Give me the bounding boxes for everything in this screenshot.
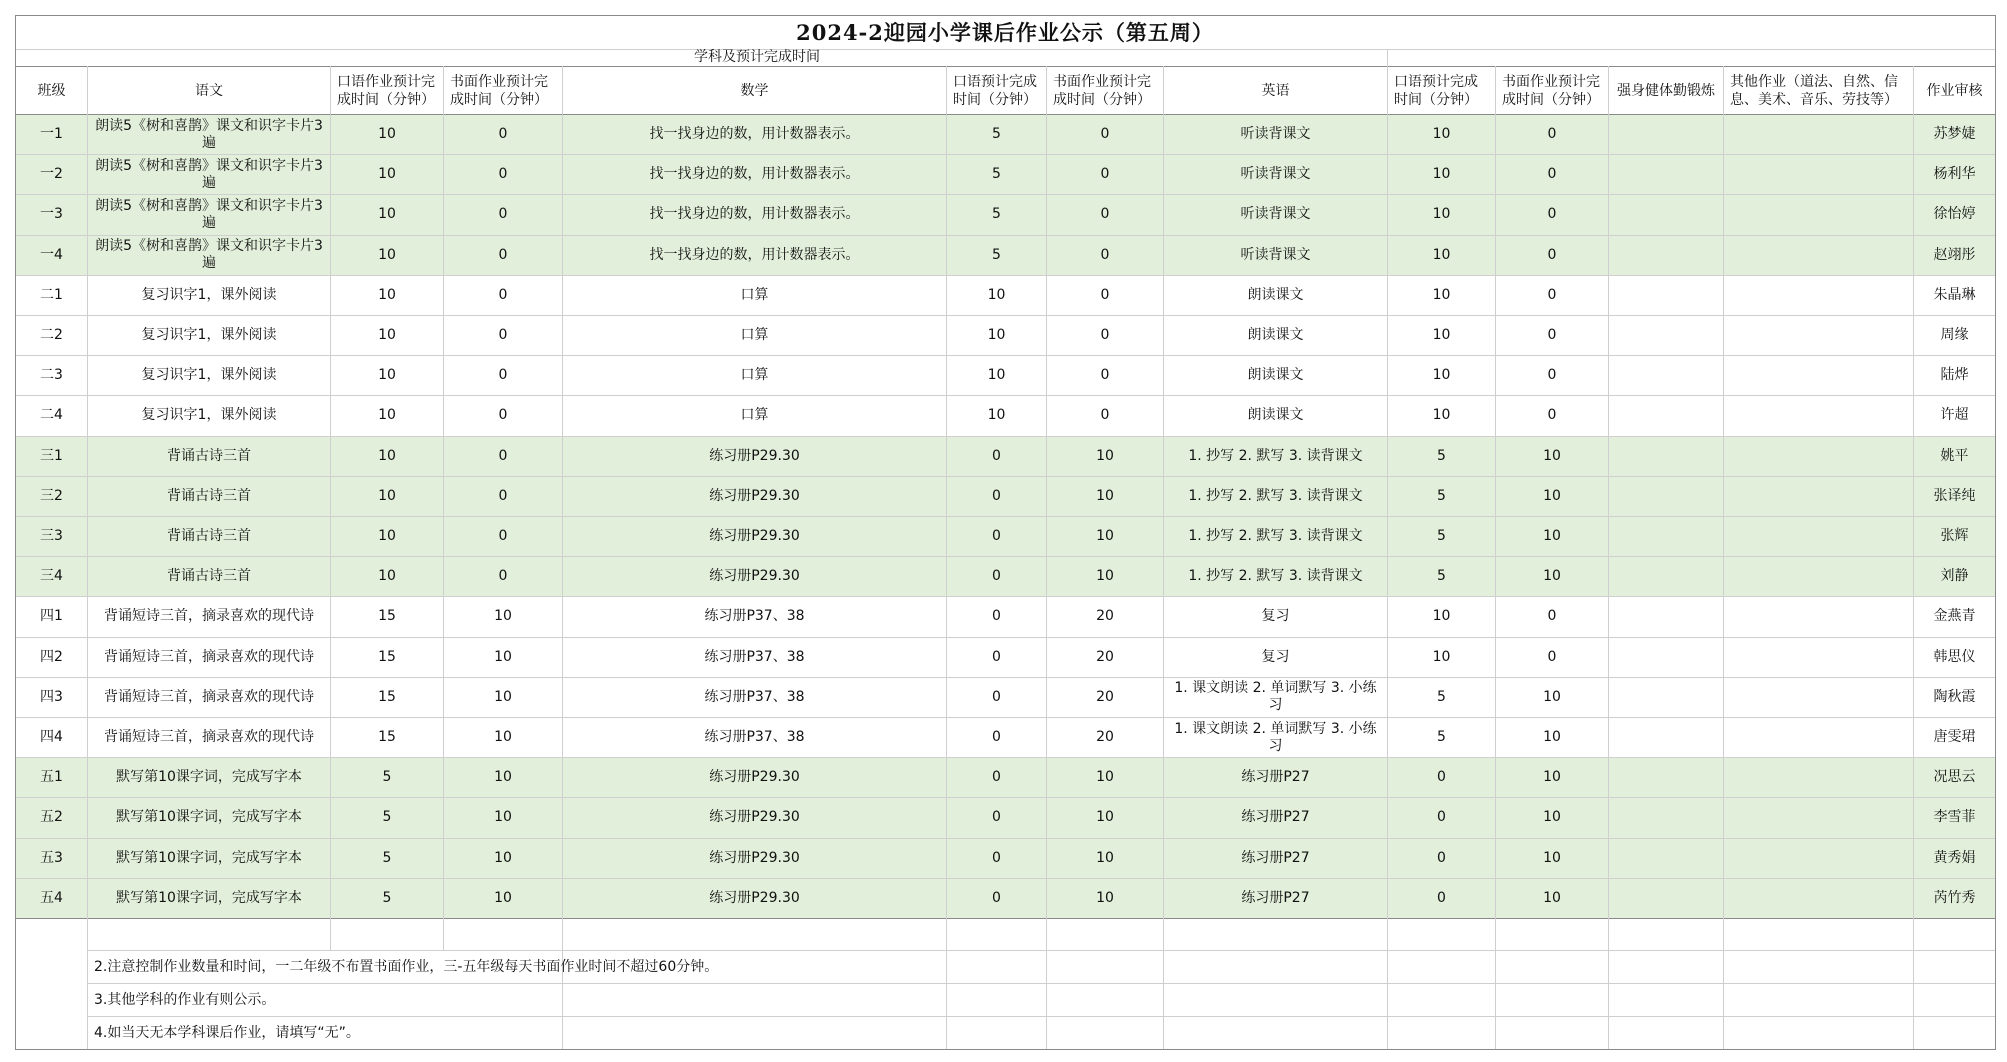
cell-chinese-written-min: 10 (494, 769, 512, 786)
cell-math-task: 练习册P29.30 (709, 809, 800, 826)
cell-reviewer: 李雪菲 (1933, 809, 1976, 826)
cell-reviewer: 杨利华 (1933, 166, 1976, 183)
cell-english-oral-min: 5 (1437, 729, 1446, 746)
cell-reviewer: 姚平 (1940, 447, 1969, 464)
cell-math-task: 练习册P29.30 (709, 849, 800, 866)
cell-math-task: 练习册P29.30 (709, 528, 800, 545)
cell-chinese-oral-min: 10 (378, 126, 396, 143)
cell-english-written-min: 0 (1547, 126, 1557, 143)
cell-other-homework (1724, 477, 1913, 516)
cell-exercise (1609, 396, 1723, 435)
cell-english-written-min: 10 (1543, 487, 1561, 504)
cell-math-written-min: 10 (1096, 849, 1114, 866)
cell-reviewer: 苏梦婕 (1933, 126, 1976, 143)
cell-math-written-min: 0 (1100, 327, 1110, 344)
cell-other-homework (1724, 839, 1913, 878)
cell-english-task: 朗读课文 (1247, 327, 1304, 344)
cell-math-oral-min: 0 (992, 608, 1001, 625)
cell-math-oral-min: 0 (992, 769, 1001, 786)
cell-chinese-oral-min: 15 (378, 729, 396, 746)
cell-chinese-oral-min: 10 (378, 528, 396, 545)
cell-english-written-min: 0 (1547, 327, 1557, 344)
cell-reviewer: 张译纯 (1933, 487, 1976, 504)
cell-english-task: 听读背课文 (1240, 246, 1311, 263)
cell-english-written-min: 10 (1543, 809, 1561, 826)
cell-exercise (1609, 798, 1723, 837)
cell-chinese-written-min: 0 (498, 166, 508, 183)
cell-other-homework (1724, 557, 1913, 596)
cell-reviewer: 韩思仪 (1933, 648, 1976, 665)
cell-chinese-written-min: 0 (498, 367, 508, 384)
cell-math-written-min: 10 (1096, 809, 1114, 826)
cell-english-oral-min: 0 (1437, 889, 1446, 906)
cell-math-oral-min: 0 (992, 729, 1001, 746)
cell-math-oral-min: 0 (992, 688, 1001, 705)
header-exercise: 强身健体勤锻炼 (1617, 82, 1715, 99)
cell-math-oral-min: 5 (992, 206, 1001, 223)
cell-english-written-min: 0 (1547, 206, 1557, 223)
cell-class: 二4 (40, 407, 63, 424)
cell-chinese-oral-min: 5 (382, 809, 392, 826)
cell-math-task: 练习册P37、38 (704, 688, 805, 705)
cell-chinese-oral-min: 15 (378, 608, 396, 625)
cell-math-oral-min: 0 (992, 849, 1001, 866)
cell-math-oral-min: 0 (992, 568, 1001, 585)
cell-math-written-min: 0 (1100, 407, 1110, 424)
cell-math-written-min: 10 (1096, 487, 1114, 504)
cell-reviewer: 赵翊彤 (1933, 246, 1976, 263)
cell-exercise (1609, 316, 1723, 355)
cell-math-task: 口算 (740, 286, 769, 303)
cell-chinese-written-min: 10 (494, 889, 512, 906)
cell-chinese-task: 朗读5《树和喜鹊》课文和识字卡片3遍 (95, 117, 323, 151)
cell-chinese-task: 复习识字1，课外阅读 (141, 367, 277, 384)
cell-chinese-written-min: 0 (498, 487, 508, 504)
cell-math-oral-min: 0 (992, 447, 1001, 464)
cell-class: 三2 (40, 487, 63, 504)
cell-chinese-written-min: 0 (498, 407, 508, 424)
cell-math-written-min: 0 (1100, 206, 1110, 223)
cell-english-oral-min: 10 (1432, 206, 1451, 223)
cell-english-oral-min: 0 (1437, 849, 1446, 866)
cell-exercise (1609, 557, 1723, 596)
cell-chinese-task: 默写第10课字词，完成写字本 (116, 849, 302, 866)
cell-math-oral-min: 10 (987, 407, 1006, 424)
cell-english-task: 练习册P27 (1241, 809, 1310, 826)
cell-english-written-min: 10 (1543, 568, 1561, 585)
cell-chinese-task: 背诵短诗三首，摘录喜欢的现代诗 (104, 648, 314, 665)
cell-reviewer: 陆烨 (1940, 367, 1969, 384)
header-reviewer: 作业审核 (1926, 82, 1983, 99)
cell-reviewer: 许超 (1940, 407, 1969, 424)
grid-hline (15, 1049, 1995, 1050)
cell-english-written-min: 0 (1547, 246, 1557, 263)
cell-class: 二1 (40, 286, 63, 303)
cell-english-task: 练习册P27 (1241, 769, 1310, 786)
cell-math-oral-min: 5 (992, 246, 1001, 263)
cell-reviewer: 况思云 (1933, 769, 1976, 786)
cell-other-homework (1724, 115, 1913, 154)
cell-chinese-written-min: 0 (498, 126, 508, 143)
cell-chinese-oral-min: 10 (378, 447, 396, 464)
cell-other-homework (1724, 597, 1913, 636)
cell-reviewer: 刘静 (1940, 568, 1969, 585)
cell-english-task: 1. 抄写 2. 默写 3. 读背课文 (1188, 487, 1363, 504)
cell-reviewer: 陶秋霞 (1933, 688, 1976, 705)
cell-class: 四2 (40, 648, 63, 665)
cell-chinese-task: 朗读5《树和喜鹊》课文和识字卡片3遍 (95, 238, 323, 272)
cell-reviewer: 芮竹秀 (1933, 889, 1976, 906)
cell-math-task: 练习册P29.30 (709, 447, 800, 464)
cell-chinese-task: 背诵古诗三首 (167, 528, 251, 545)
cell-other-homework (1724, 718, 1913, 757)
cell-math-written-min: 10 (1096, 769, 1114, 786)
cell-english-task: 练习册P27 (1241, 849, 1310, 866)
cell-math-task: 练习册P29.30 (709, 889, 800, 906)
cell-class: 一4 (40, 246, 63, 263)
cell-math-written-min: 0 (1100, 166, 1110, 183)
cell-chinese-oral-min: 10 (378, 487, 396, 504)
cell-other-homework (1724, 155, 1913, 194)
cell-math-oral-min: 0 (992, 809, 1001, 826)
grid-vline (1995, 15, 1996, 1050)
cell-reviewer: 金燕青 (1933, 608, 1976, 625)
cell-chinese-written-min: 0 (498, 528, 508, 545)
sheet-title: 2024-2迎园小学课后作业公示（第五周） (796, 19, 1214, 45)
cell-english-task: 1. 抄写 2. 默写 3. 读背课文 (1188, 568, 1363, 585)
cell-reviewer: 张辉 (1940, 528, 1969, 545)
cell-math-task: 口算 (740, 367, 769, 384)
cell-class: 五2 (40, 809, 63, 826)
cell-english-oral-min: 5 (1437, 568, 1446, 585)
cell-chinese-oral-min: 10 (378, 327, 396, 344)
cell-math-task: 练习册P29.30 (709, 769, 800, 786)
cell-math-task: 练习册P29.30 (709, 487, 800, 504)
cell-other-homework (1724, 517, 1913, 556)
cell-class: 一3 (40, 206, 63, 223)
cell-chinese-oral-min: 10 (378, 286, 396, 303)
cell-chinese-task: 背诵古诗三首 (167, 487, 251, 504)
grid-vline (1387, 950, 1388, 1049)
cell-chinese-oral-min: 10 (378, 206, 396, 223)
cell-english-oral-min: 10 (1432, 126, 1451, 143)
cell-class: 五4 (40, 889, 63, 906)
note-line: 3.其他学科的作业有则公示。 (94, 991, 276, 1008)
header-class: 班级 (37, 82, 66, 99)
cell-math-oral-min: 0 (992, 889, 1001, 906)
cell-math-oral-min: 10 (987, 327, 1006, 344)
cell-english-written-min: 10 (1543, 769, 1561, 786)
cell-chinese-oral-min: 10 (378, 568, 396, 585)
cell-chinese-oral-min: 5 (382, 849, 392, 866)
cell-chinese-written-min: 10 (494, 608, 512, 625)
cell-chinese-task: 默写第10课字词，完成写字本 (116, 809, 302, 826)
cell-math-written-min: 0 (1100, 367, 1110, 384)
cell-chinese-task: 背诵短诗三首，摘录喜欢的现代诗 (104, 688, 314, 705)
cell-other-homework (1724, 798, 1913, 837)
grid-vline (1608, 950, 1609, 1049)
cell-reviewer: 周缘 (1940, 327, 1969, 344)
cell-english-written-min: 10 (1543, 528, 1561, 545)
cell-chinese-task: 背诵古诗三首 (167, 447, 251, 464)
cell-chinese-task: 朗读5《树和喜鹊》课文和识字卡片3遍 (95, 157, 323, 191)
cell-english-oral-min: 5 (1437, 487, 1446, 504)
cell-class: 五3 (40, 849, 63, 866)
cell-english-task: 1. 抄写 2. 默写 3. 读背课文 (1188, 447, 1363, 464)
cell-other-homework (1724, 758, 1913, 797)
cell-other-homework (1724, 396, 1913, 435)
cell-math-written-min: 20 (1096, 608, 1114, 625)
cell-chinese-task: 朗读5《树和喜鹊》课文和识字卡片3遍 (95, 197, 323, 231)
cell-class: 三4 (40, 568, 63, 585)
header-math-written-min: 书面作业预计完成时间（分钟） (1053, 73, 1151, 108)
cell-other-homework (1724, 195, 1913, 234)
cell-english-oral-min: 0 (1437, 769, 1446, 786)
cell-english-written-min: 0 (1547, 166, 1557, 183)
cell-chinese-task: 默写第10课字词，完成写字本 (116, 889, 302, 906)
cell-chinese-written-min: 10 (494, 849, 512, 866)
cell-english-task: 听读背课文 (1240, 126, 1311, 143)
cell-exercise (1609, 879, 1723, 918)
cell-math-written-min: 20 (1096, 729, 1114, 746)
cell-exercise (1609, 638, 1723, 677)
cell-math-oral-min: 0 (992, 487, 1001, 504)
cell-reviewer: 徐怡婷 (1933, 206, 1976, 223)
cell-english-written-min: 10 (1543, 729, 1561, 746)
cell-english-oral-min: 10 (1432, 327, 1451, 344)
cell-exercise (1609, 718, 1723, 757)
cell-exercise (1609, 155, 1723, 194)
cell-english-written-min: 10 (1543, 889, 1561, 906)
cell-english-oral-min: 5 (1437, 528, 1446, 545)
cell-exercise (1609, 477, 1723, 516)
cell-exercise (1609, 195, 1723, 234)
cell-math-written-min: 20 (1096, 688, 1114, 705)
cell-english-written-min: 10 (1543, 849, 1561, 866)
cell-class: 四3 (40, 688, 63, 705)
grid-vline (1163, 950, 1164, 1049)
cell-math-written-min: 20 (1096, 648, 1114, 665)
cell-chinese-written-min: 0 (498, 246, 508, 263)
cell-chinese-oral-min: 10 (378, 367, 396, 384)
cell-chinese-oral-min: 10 (378, 166, 396, 183)
cell-reviewer: 黄秀娟 (1933, 849, 1976, 866)
header-chinese-written-min: 书面作业预计完成时间（分钟） (450, 73, 548, 108)
cell-math-task: 练习册P37、38 (704, 608, 805, 625)
grid-vline (1913, 950, 1914, 1049)
cell-math-written-min: 10 (1096, 447, 1114, 464)
cell-english-task: 朗读课文 (1247, 367, 1304, 384)
grid-vline (1387, 49, 1388, 66)
cell-chinese-written-min: 0 (498, 286, 508, 303)
cell-math-task: 练习册P29.30 (709, 568, 800, 585)
cell-english-task: 1. 课文朗读 2. 单词默写 3. 小练习 (1174, 680, 1377, 714)
cell-english-task: 朗读课文 (1247, 286, 1304, 303)
cell-math-written-min: 0 (1100, 126, 1110, 143)
cell-english-oral-min: 5 (1437, 688, 1446, 705)
cell-chinese-oral-min: 10 (378, 246, 396, 263)
header-english-written-min: 书面作业预计完成时间（分钟） (1502, 73, 1600, 108)
cell-exercise (1609, 437, 1723, 476)
cell-exercise (1609, 678, 1723, 717)
cell-class: 四1 (40, 608, 63, 625)
cell-class: 三3 (40, 528, 63, 545)
cell-class: 四4 (40, 729, 63, 746)
cell-other-homework (1724, 437, 1913, 476)
cell-other-homework (1724, 316, 1913, 355)
cell-math-oral-min: 10 (987, 286, 1006, 303)
cell-english-task: 听读背课文 (1240, 206, 1311, 223)
cell-math-task: 找一找身边的数，用计数器表示。 (649, 126, 860, 143)
cell-exercise (1609, 597, 1723, 636)
grid-hline (15, 918, 1995, 919)
cell-math-task: 练习册P37、38 (704, 729, 805, 746)
cell-math-task: 练习册P37、38 (704, 648, 805, 665)
cell-english-oral-min: 10 (1432, 367, 1451, 384)
cell-english-written-min: 0 (1547, 648, 1557, 665)
cell-english-written-min: 0 (1547, 407, 1557, 424)
cell-math-oral-min: 5 (992, 166, 1001, 183)
cell-reviewer: 朱晶琳 (1933, 286, 1976, 303)
header-math-oral-min: 口语预计完成时间（分钟） (953, 73, 1037, 108)
header-other-homework: 其他作业（道法、自然、信息、美术、音乐、劳技等） (1730, 73, 1898, 108)
cell-chinese-written-min: 10 (494, 729, 512, 746)
header-english-task: 英语 (1261, 82, 1290, 99)
cell-other-homework (1724, 236, 1913, 275)
cell-reviewer: 唐雯珺 (1933, 729, 1976, 746)
cell-class: 一2 (40, 166, 63, 183)
cell-other-homework (1724, 678, 1913, 717)
cell-english-oral-min: 5 (1437, 447, 1446, 464)
header-english-oral-min: 口语预计完成时间（分钟） (1394, 73, 1478, 108)
cell-english-oral-min: 0 (1437, 809, 1446, 826)
header-math-task: 数学 (740, 82, 769, 99)
cell-chinese-task: 背诵短诗三首，摘录喜欢的现代诗 (104, 729, 314, 746)
cell-math-task: 找一找身边的数，用计数器表示。 (649, 246, 860, 263)
cell-math-oral-min: 0 (992, 528, 1001, 545)
cell-chinese-written-min: 10 (494, 688, 512, 705)
cell-math-task: 口算 (740, 327, 769, 344)
cell-math-task: 口算 (740, 407, 769, 424)
cell-chinese-task: 复习识字1，课外阅读 (141, 286, 277, 303)
cell-class: 一1 (40, 126, 63, 143)
cell-english-written-min: 0 (1547, 608, 1557, 625)
cell-english-task: 复习 (1261, 608, 1290, 625)
cell-class: 五1 (40, 769, 63, 786)
cell-chinese-oral-min: 10 (378, 407, 396, 424)
cell-exercise (1609, 276, 1723, 315)
cell-english-oral-min: 10 (1432, 166, 1451, 183)
cell-chinese-written-min: 10 (494, 648, 512, 665)
cell-exercise (1609, 758, 1723, 797)
cell-exercise (1609, 839, 1723, 878)
cell-exercise (1609, 115, 1723, 154)
note-line: 2.注意控制作业数量和时间，一二年级不布置书面作业，三-五年级每天书面作业时间不超过60分钟。 (94, 958, 719, 975)
cell-english-written-min: 10 (1543, 447, 1561, 464)
cell-chinese-written-min: 10 (494, 809, 512, 826)
cell-english-oral-min: 10 (1432, 407, 1451, 424)
cell-english-task: 复习 (1261, 648, 1290, 665)
cell-chinese-task: 复习识字1，课外阅读 (141, 327, 277, 344)
cell-chinese-oral-min: 5 (382, 769, 392, 786)
cell-math-written-min: 0 (1100, 246, 1110, 263)
cell-english-oral-min: 10 (1432, 648, 1451, 665)
cell-math-oral-min: 0 (992, 648, 1001, 665)
cell-other-homework (1724, 356, 1913, 395)
cell-math-written-min: 10 (1096, 568, 1114, 585)
cell-math-oral-min: 5 (992, 126, 1001, 143)
cell-english-task: 朗读课文 (1247, 407, 1304, 424)
cell-english-written-min: 10 (1543, 688, 1561, 705)
cell-class: 三1 (40, 447, 63, 464)
cell-other-homework (1724, 638, 1913, 677)
cell-english-oral-min: 10 (1432, 608, 1451, 625)
cell-english-written-min: 0 (1547, 367, 1557, 384)
cell-class: 二2 (40, 327, 63, 344)
grid-vline (1495, 950, 1496, 1049)
cell-english-oral-min: 10 (1432, 246, 1451, 263)
cell-exercise (1609, 356, 1723, 395)
cell-math-written-min: 10 (1096, 889, 1114, 906)
cell-english-task: 1. 抄写 2. 默写 3. 读背课文 (1188, 528, 1363, 545)
cell-chinese-written-min: 0 (498, 206, 508, 223)
header-chinese-oral-min: 口语作业预计完成时间（分钟） (337, 73, 435, 108)
cell-math-oral-min: 10 (987, 367, 1006, 384)
cell-chinese-oral-min: 15 (378, 688, 396, 705)
cell-chinese-task: 背诵短诗三首，摘录喜欢的现代诗 (104, 608, 314, 625)
grid-vline (1723, 950, 1724, 1049)
cell-chinese-task: 背诵古诗三首 (167, 568, 251, 585)
cell-english-task: 1. 课文朗读 2. 单词默写 3. 小练习 (1174, 720, 1377, 754)
cell-math-written-min: 0 (1100, 286, 1110, 303)
cell-english-oral-min: 10 (1432, 286, 1451, 303)
cell-math-written-min: 10 (1096, 528, 1114, 545)
note-line: 4.如当天无本学科课后作业，请填写“无”。 (94, 1024, 360, 1041)
cell-chinese-oral-min: 15 (378, 648, 396, 665)
cell-chinese-written-min: 0 (498, 327, 508, 344)
cell-chinese-oral-min: 5 (382, 889, 392, 906)
cell-chinese-written-min: 0 (498, 447, 508, 464)
cell-exercise (1609, 236, 1723, 275)
cell-english-task: 练习册P27 (1241, 889, 1310, 906)
cell-class: 二3 (40, 367, 63, 384)
cell-english-task: 听读背课文 (1240, 166, 1311, 183)
cell-chinese-task: 复习识字1，课外阅读 (141, 407, 277, 424)
cell-other-homework (1724, 879, 1913, 918)
cell-english-written-min: 0 (1547, 286, 1557, 303)
cell-chinese-task: 默写第10课字词，完成写字本 (116, 769, 302, 786)
header-chinese-task: 语文 (195, 82, 223, 99)
cell-other-homework (1724, 276, 1913, 315)
cell-exercise (1609, 517, 1723, 556)
cell-math-task: 找一找身边的数，用计数器表示。 (649, 166, 860, 183)
grid-vline (1046, 950, 1047, 1049)
cell-math-task: 找一找身边的数，用计数器表示。 (649, 206, 860, 223)
subject-time-subheading: 学科及预计完成时间 (694, 49, 820, 65)
cell-chinese-written-min: 0 (498, 568, 508, 585)
